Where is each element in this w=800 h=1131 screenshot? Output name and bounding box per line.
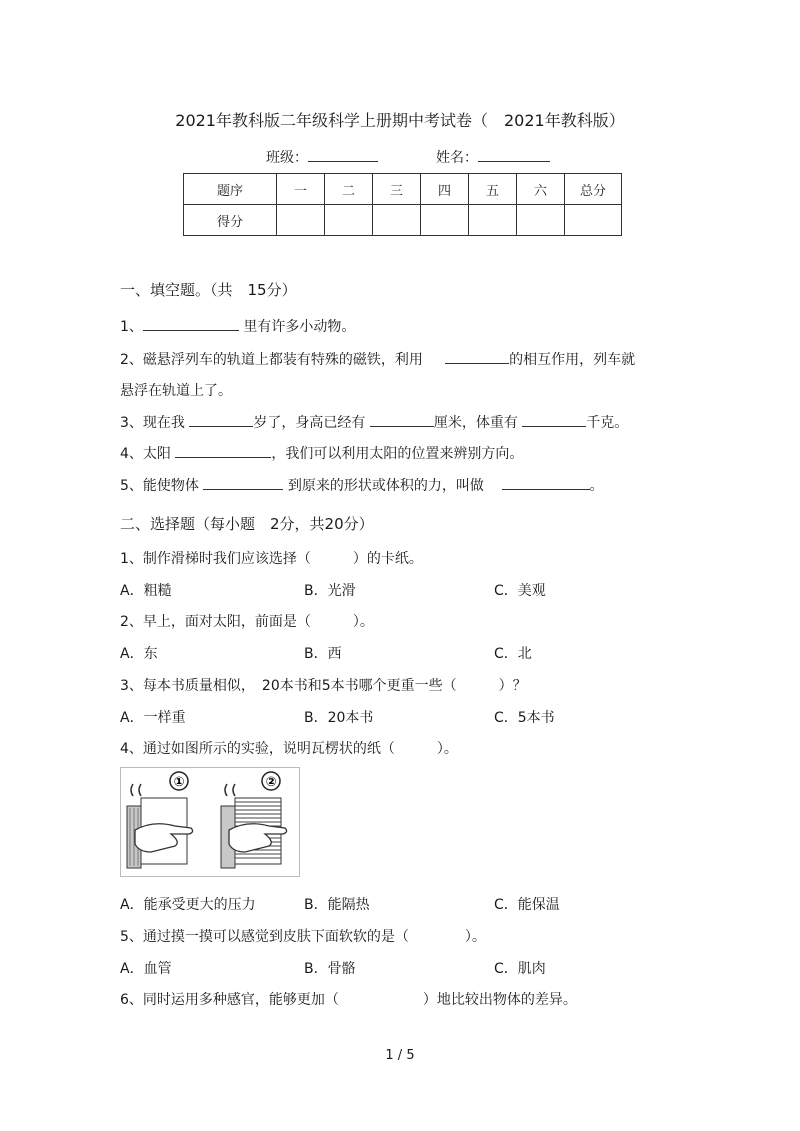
answer-blank[interactable] <box>370 412 434 427</box>
q-number: 1、 <box>120 319 143 335</box>
header-cell: 五 <box>469 174 517 205</box>
option-c[interactable]: C．肌肉 <box>494 961 546 977</box>
option-c[interactable]: C．能保温 <box>494 897 560 913</box>
page-title: 2021年教科版二年级科学上册期中考试卷（ 2021年教科版） <box>175 111 625 130</box>
answer-blank[interactable] <box>203 475 283 490</box>
class-label: 班级： <box>266 150 308 166</box>
score-cell[interactable] <box>421 205 469 236</box>
q-text: 到原来的形状或体积的力，叫做 <box>287 478 484 494</box>
option-b[interactable]: B．能隔热 <box>304 897 370 913</box>
figure-2-corrugated-paper <box>221 784 287 868</box>
q-text: 5、能使物体 <box>120 478 199 494</box>
s1-question-2-line2: 悬浮在轨道上了。 <box>120 383 232 399</box>
score-cell[interactable] <box>325 205 373 236</box>
answer-blank[interactable] <box>445 349 509 364</box>
score-cell[interactable] <box>517 205 565 236</box>
answer-blank[interactable] <box>502 475 590 490</box>
page-number: 1 / 5 <box>385 1048 415 1063</box>
q-text: 。 <box>589 478 604 494</box>
option-b[interactable]: B．光滑 <box>304 583 356 599</box>
q-text: 2、磁悬浮列车的轨道上都装有特殊的磁铁，利用 <box>120 352 423 368</box>
s2-question-4: 4、通过如图所示的实验，说明瓦楞状的纸（ ）。 <box>120 741 458 757</box>
option-a[interactable]: A．粗糙 <box>120 583 172 599</box>
q-text: 千克。 <box>586 415 629 431</box>
option-c[interactable]: C．美观 <box>494 583 546 599</box>
score-cell[interactable] <box>277 205 325 236</box>
option-b[interactable]: B．20本书 <box>304 710 374 726</box>
s1-question-1 <box>120 316 355 336</box>
q-text: ，我们可以利用太阳的位置来辨别方向。 <box>271 446 524 462</box>
q-text: 厘米，体重有 <box>433 415 518 431</box>
score-row-label: 得分 <box>184 205 277 236</box>
experiment-illustration <box>121 768 299 876</box>
s2-question-1: 1、制作滑梯时我们应该选择（ ）的卡纸。 <box>120 551 423 567</box>
figure-1-label: ① <box>173 775 185 790</box>
s1-question-3 <box>120 412 628 432</box>
s1-question-4 <box>120 443 523 463</box>
option-a[interactable]: A．血管 <box>120 961 172 977</box>
q-text: 岁了，身高已经有 <box>253 415 366 431</box>
header-cell: 总分 <box>565 174 622 205</box>
option-b[interactable]: B．骨骼 <box>304 961 356 977</box>
q-text: 4、太阳 <box>120 446 171 462</box>
option-c[interactable]: C．5本书 <box>494 710 555 726</box>
answer-blank[interactable] <box>175 443 271 458</box>
class-field <box>266 147 378 167</box>
header-cell: 四 <box>421 174 469 205</box>
section1-heading: 一、填空题。（共 15分） <box>120 281 297 299</box>
s2-question-5: 5、通过摸一摸可以感觉到皮肤下面软软的是（ ）。 <box>120 929 486 945</box>
s2-question-2: 2、早上，面对太阳，前面是（ ）。 <box>120 614 374 630</box>
option-a[interactable]: A．一样重 <box>120 710 186 726</box>
score-cell[interactable] <box>469 205 517 236</box>
class-blank[interactable] <box>308 147 378 162</box>
s1-question-2 <box>120 349 635 369</box>
figure-1-flat-paper <box>127 784 193 868</box>
answer-blank[interactable] <box>189 412 253 427</box>
header-cell: 六 <box>517 174 565 205</box>
score-table <box>183 173 622 236</box>
figure-2-label: ② <box>265 775 277 790</box>
answer-blank[interactable] <box>522 412 586 427</box>
option-c[interactable]: C．北 <box>494 646 532 662</box>
answer-blank[interactable] <box>143 316 239 331</box>
s1-question-5 <box>120 475 604 495</box>
option-a[interactable]: A．东 <box>120 646 158 662</box>
score-table-header-row <box>184 174 622 205</box>
option-b[interactable]: B．西 <box>304 646 342 662</box>
header-cell: 二 <box>325 174 373 205</box>
name-blank[interactable] <box>478 147 550 162</box>
score-cell[interactable] <box>373 205 421 236</box>
experiment-figure <box>120 767 300 877</box>
option-a[interactable]: A．能承受更大的压力 <box>120 897 256 913</box>
section2-heading: 二、选择题（每小题 2分，共20分） <box>120 515 374 533</box>
s2-question-3: 3、每本书质量相似， 20本书和5本书哪个更重一些（ ）？ <box>120 678 527 694</box>
score-table-score-row <box>184 205 622 236</box>
header-cell: 三 <box>373 174 421 205</box>
q-text: 里有许多小动物。 <box>243 319 356 335</box>
header-cell: 一 <box>277 174 325 205</box>
name-label: 姓名： <box>436 150 478 166</box>
q-text: 的相互作用，列车就 <box>509 352 636 368</box>
name-field <box>436 147 550 167</box>
header-cell: 题序 <box>184 174 277 205</box>
score-cell[interactable] <box>565 205 622 236</box>
q-text: 3、现在我 <box>120 415 185 431</box>
s2-question-6: 6、同时运用多种感官，能够更加（ ）地比较出物体的差异。 <box>120 992 577 1008</box>
